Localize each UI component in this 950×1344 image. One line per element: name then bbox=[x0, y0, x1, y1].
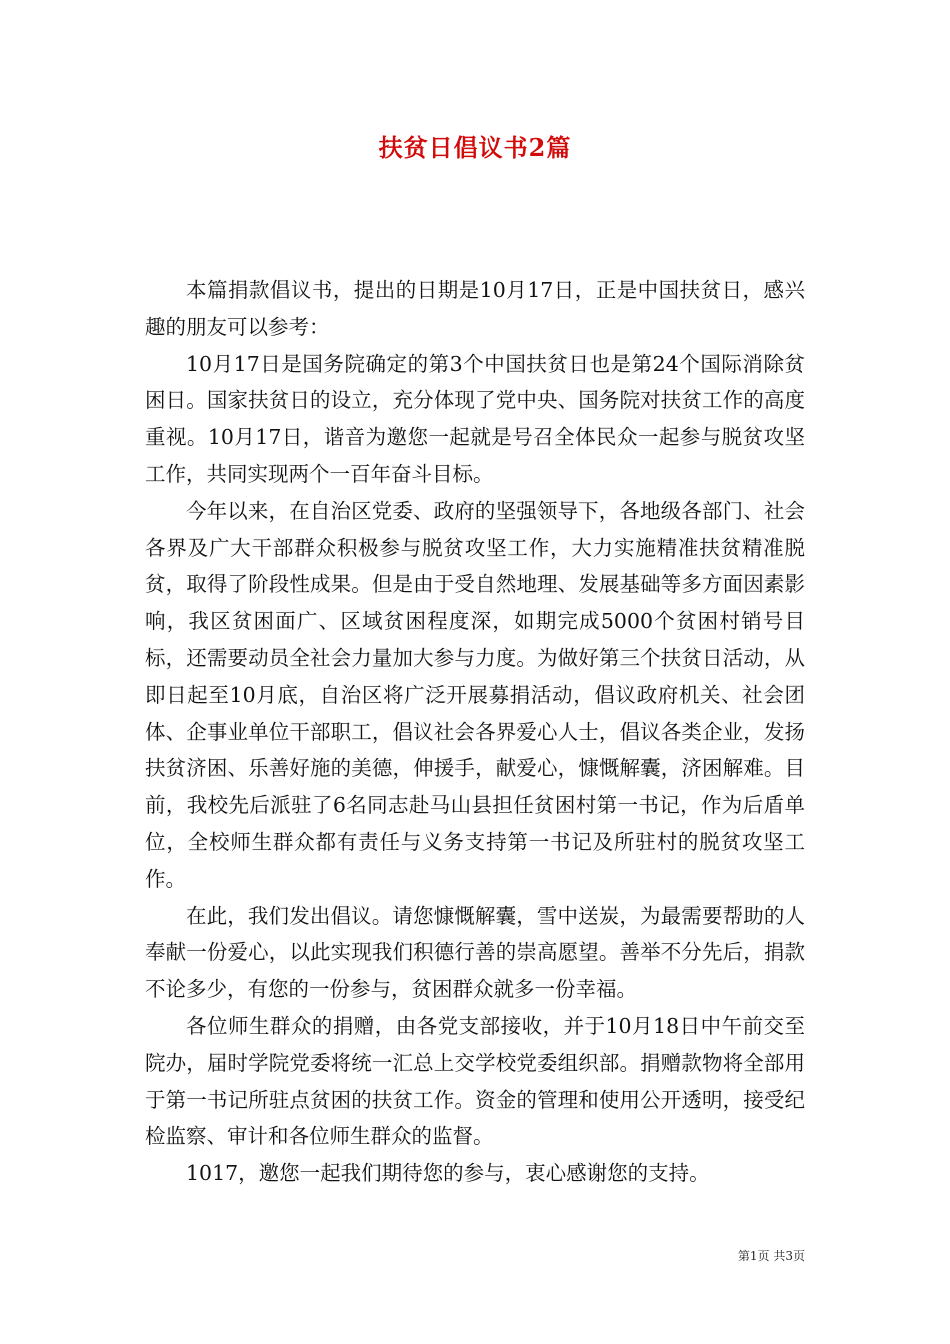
paragraph-donation-process: 各位师生群众的捐赠，由各党支部接收，并于10月18日中午前交至院办，届时学院党委将统一汇总上交学校党委组织部。捐赠款物将全部用于第一书记所驻点贫困的扶贫工作。资金的管理和使用公开透明，接受纪检监察、审计和各位师生群众的监督。 bbox=[145, 1013, 805, 1149]
paragraph-closing: 1017，邀您一起我们期待您的参与，衷心感谢您的支持。 bbox=[186, 1161, 710, 1186]
paragraph-progress: 今年以来，在自治区党委、政府的坚强领导下，各地级各部门、社会各界及广大干部群众积极参与脱贫攻坚工作，大力实施精准扶贫精准脱贫，取得了阶段性成果。但是由于受自然地理、发展基础等多方面因素影响，我区贫困面广、区域贫困程度深，如期完成5000个贫困村销号目标，还需要动员全社会力量加大参与力度。为做好第三个扶贫日活动，从即日起至10月底，自治区将广泛开展募捐活动，倡议政府机关、社会团体、企事业单位干部职工，倡议社会各界爱心人士，倡议各类企业，发扬扶贫济困、乐善好施的美德，伸援手，献爱心，慷慨解囊，济困解难。目前，我校先后派驻了6名同志赴马山县担任贫困村第一书记，作为后盾单位，全校师生群众都有责任与义务支持第一书记及所驻村的脱贫攻坚工作。 bbox=[145, 498, 805, 891]
document-title: 扶贫日倡议书2篇 bbox=[378, 133, 572, 162]
page-number-footer: 第1页 共3页 bbox=[737, 1249, 805, 1263]
paragraph-poverty-day: 10月17日是国务院确定的第3个中国扶贫日也是第24个国际消除贫困日。国家扶贫日的设立，充分体现了党中央、国务院对扶贫工作的高度重视。10月17日，谐音为邀您一起就是号召全体民众一起参与脱贫攻坚工作，共同实现两个一百年奋斗目标。 bbox=[145, 351, 805, 486]
paragraph-appeal: 在此，我们发出倡议。请您慷慨解囊，雪中送炭，为最需要帮助的人奉献一份爱心，以此实现我们积德行善的崇高愿望。善举不分先后，捐款不论多少，有您的一份参与，贫困群众就多一份幸福。 bbox=[145, 903, 805, 1002]
paragraph-intro: 本篇捐款倡议书，提出的日期是10月17日，正是中国扶贫日，感兴趣的朋友可以参考： bbox=[145, 278, 805, 339]
document-body bbox=[145, 272, 805, 1192]
